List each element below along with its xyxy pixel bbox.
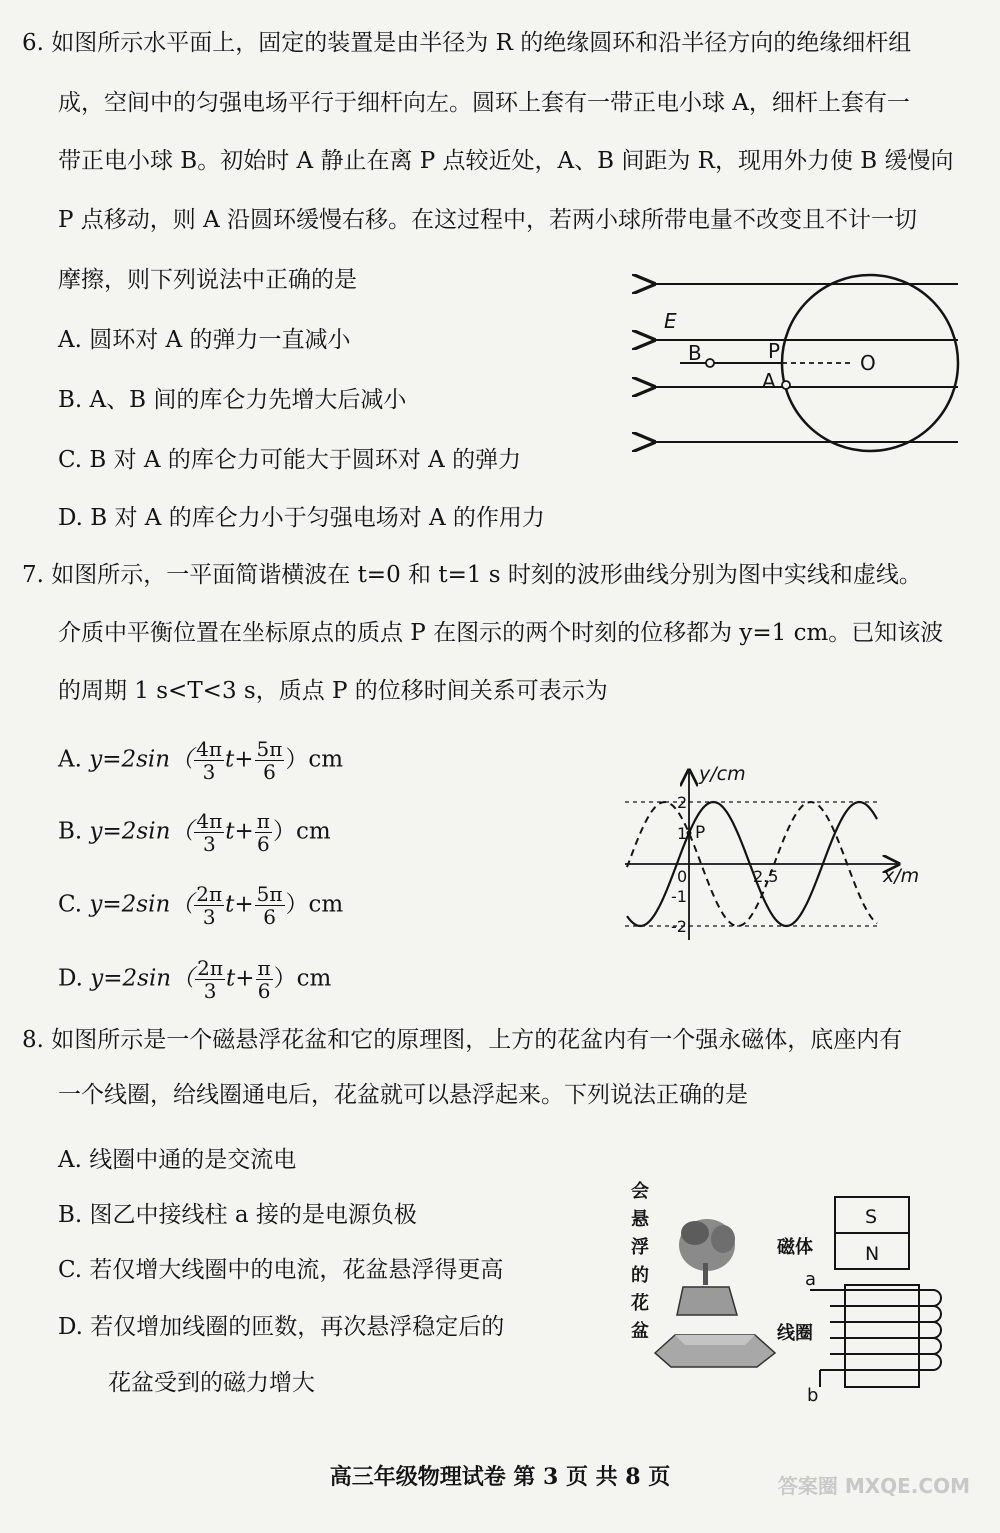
label-b: B	[688, 341, 702, 365]
ball-a	[782, 381, 790, 389]
tick-2: 2	[677, 793, 688, 812]
q8-figure	[625, 1175, 955, 1405]
caption-char-4: 的	[631, 1265, 649, 1286]
caption-char-2: 悬	[631, 1209, 649, 1230]
q7-option-c: C. y=2sin（ $\frac{2\pi}{3}$ t+ $\frac{5\pi}{6}$ ）cm	[58, 882, 344, 929]
q6-line-1: 6. 如图所示水平面上，固定的装置是由半径为 R 的绝缘圆环和沿半径方向的绝缘细杆组	[22, 30, 912, 56]
q6-figure	[640, 270, 970, 470]
coil-windings	[820, 1290, 941, 1370]
q8-option-b: B. 图乙中接线柱 a 接的是电源负极	[58, 1202, 417, 1228]
terminal-a-label: a	[805, 1269, 817, 1290]
label-e: E	[664, 309, 677, 333]
tick-2-5: 2.5	[753, 867, 779, 886]
watermark: 答案圈 MXQE.COM	[777, 1474, 970, 1498]
page-footer: 高三年级物理试卷 第 3 页 共 8 页	[329, 1464, 671, 1490]
caption-char-6: 盆	[631, 1321, 649, 1342]
label-a: A	[762, 369, 776, 393]
point-p	[687, 831, 692, 836]
q8-option-c: C. 若仅增大线圈中的电流，花盆悬浮得更高	[58, 1257, 504, 1283]
caption-char-5: 花	[631, 1293, 649, 1314]
q8-line-2: 一个线圈，给线圈通电后，花盆就可以悬浮起来。下列说法正确的是	[58, 1082, 748, 1108]
q6-line-3: 带正电小球 B。初始时 A 静止在离 P 点较近处，A、B 间距为 R，现用外力使 B 缓慢向	[58, 148, 954, 174]
magnet-n-label: N	[865, 1243, 880, 1265]
q8-option-d-cont: 花盆受到的磁力增大	[108, 1370, 315, 1396]
q7-line-3: 的周期 1 s<T<3 s，质点 P 的位移时间关系可表示为	[58, 678, 608, 704]
x-axis-label: x/m	[883, 865, 920, 887]
q7-line-2: 介质中平衡位置在坐标原点的质点 P 在图示的两个时刻的位移都为 y=1 cm。已知该波	[58, 620, 944, 646]
q6-line-2: 成，空间中的匀强电场平行于细杆向左。圆环上套有一带正电小球 A，细杆上套有一	[58, 90, 910, 116]
q7-option-b: B. y=2sin（ $\frac{4\pi}{3}$ t+ $\frac{\pi}{6}$ ）cm	[58, 809, 331, 856]
q8-option-d: D. 若仅增加线圈的匝数，再次悬浮稳定后的	[58, 1314, 505, 1340]
coil-core	[845, 1285, 919, 1387]
caption-char-1: 会	[631, 1181, 649, 1202]
point-p-label: P	[695, 823, 706, 843]
q7-wave-figure	[615, 760, 935, 950]
tick-neg2: -2	[671, 917, 687, 936]
q6-line-4: P 点移动，则 A 沿圆环缓慢右移。在这过程中，若两小球所带电量不改变且不计一切	[58, 207, 918, 233]
ball-b	[706, 359, 714, 367]
q6-option-b: B. A、B 间的库仑力先增大后减小	[58, 387, 407, 413]
q6-option-d: D. B 对 A 的库仑力小于匀强电场对 A 的作用力	[58, 505, 545, 531]
magnet-s-label: S	[865, 1206, 878, 1228]
q7-option-a: A. y=2sin（ $\frac{4\pi}{3}$ t+ $\frac{5\pi}{6}$ ）cm	[58, 737, 344, 784]
floating-pot-illustration	[655, 1219, 775, 1367]
coil-label: 线圈	[777, 1323, 813, 1344]
terminal-b-label: b	[807, 1385, 819, 1406]
magnet-label: 磁体	[777, 1237, 813, 1258]
q7-option-d: D. y=2sin（ $\frac{2\pi}{3}$ t+ $\frac{\pi}{6}$ ）cm	[58, 956, 332, 1003]
q6-option-c: C. B 对 A 的库仑力可能大于圆环对 A 的弹力	[58, 447, 522, 473]
q7-line-1: 7. 如图所示，一平面简谐横波在 t=0 和 t=1 s 时刻的波形曲线分别为图中实线和虚线。	[22, 562, 922, 588]
label-o: O	[860, 351, 876, 375]
tick-neg1: -1	[671, 887, 687, 906]
q6-line-5: 摩擦，则下列说法中正确的是	[58, 267, 357, 293]
caption-char-3: 浮	[631, 1237, 649, 1258]
origin-label: 0	[677, 867, 688, 886]
q6-option-a: A. 圆环对 A 的弹力一直减小	[58, 327, 351, 353]
label-p: P	[768, 339, 781, 363]
q8-option-a: A. 线圈中通的是交流电	[58, 1147, 297, 1173]
q8-line-1: 8. 如图所示是一个磁悬浮花盆和它的原理图，上方的花盆内有一个强永磁体，底座内有	[22, 1027, 903, 1053]
y-axis-label: y/cm	[699, 763, 746, 785]
tick-1: 1	[677, 824, 688, 843]
